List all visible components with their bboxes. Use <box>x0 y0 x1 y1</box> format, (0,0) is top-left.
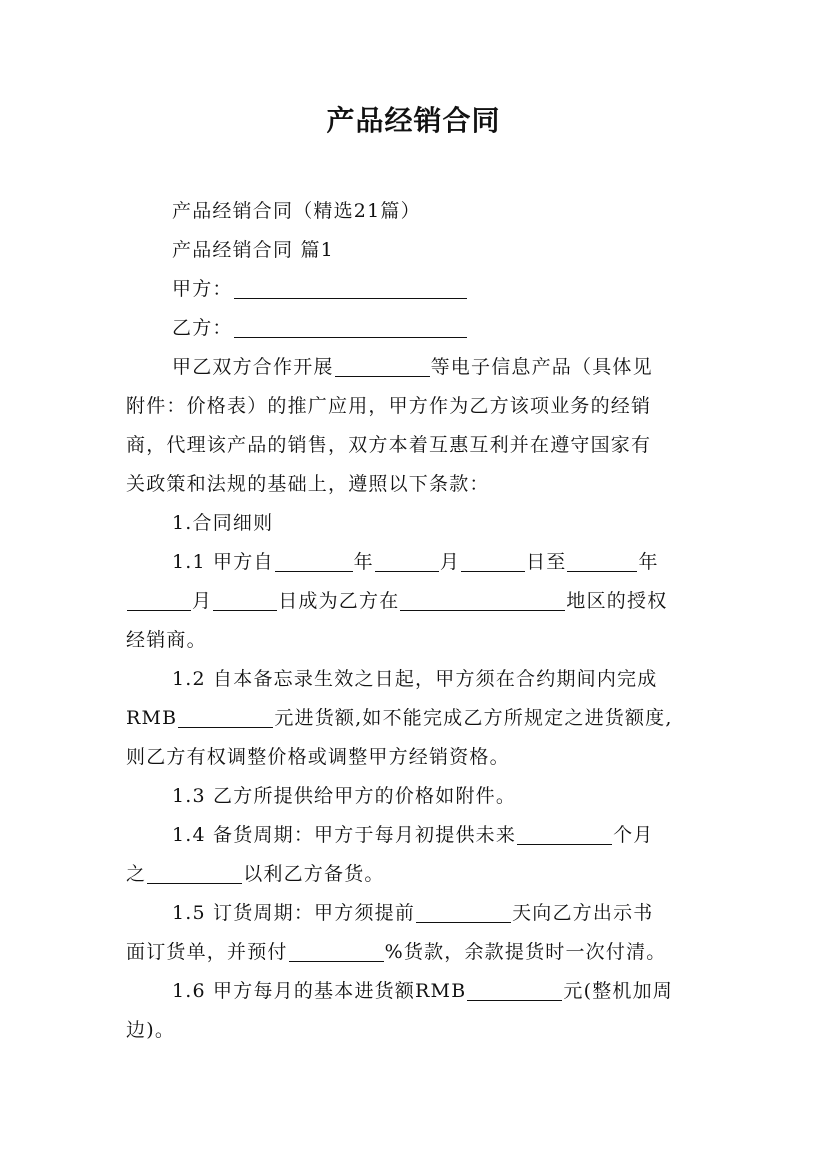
line-text: 1.3 乙方所提供给甲方的价格如附件。 <box>172 785 517 807</box>
paragraph-line <box>172 894 762 932</box>
line-text: 商，代理该产品的销售，双方本着互惠互利并在遵守国家有 <box>126 434 652 456</box>
line-text: 则乙方有权调整价格或调整甲方经销资格。 <box>126 746 510 768</box>
line-text: %货款，余款提货时一次付清。 <box>384 941 667 963</box>
party-a-blank[interactable] <box>234 278 467 299</box>
line-text: 产品经销合同（精选21篇） <box>172 200 421 222</box>
paragraph-line <box>126 387 716 425</box>
party-a-line <box>172 270 762 308</box>
paragraph-line <box>172 543 762 581</box>
line-text: 月 <box>192 590 213 612</box>
fill-blank[interactable] <box>567 551 637 572</box>
line-text: 日至 <box>526 551 567 573</box>
line-text: RMB <box>126 707 178 729</box>
paragraph-line <box>126 699 716 737</box>
paragraph-line <box>126 465 716 503</box>
paragraph-line <box>126 855 716 893</box>
document-title: 产品经销合同 <box>326 104 501 137</box>
paragraph-line <box>172 231 762 269</box>
line-text: 元进货额,如不能完成乙方所规定之进货额度, <box>274 707 673 729</box>
line-text: 经销商。 <box>126 629 207 651</box>
line-text: 产品经销合同 篇1 <box>172 239 334 261</box>
section-heading <box>172 504 762 542</box>
line-text: 附件：价格表）的推广应用，甲方作为乙方该项业务的经销 <box>126 395 652 417</box>
fill-blank[interactable] <box>147 863 242 884</box>
line-text: 关政策和法规的基础上，遵照以下条款： <box>126 473 490 495</box>
fill-blank[interactable] <box>178 707 273 728</box>
paragraph-line <box>172 660 762 698</box>
line-text: 元(整机加周 <box>563 980 674 1002</box>
line-text: 年 <box>638 551 659 573</box>
line-text: 日成为乙方在 <box>278 590 400 612</box>
paragraph-line <box>172 972 762 1010</box>
fill-blank[interactable] <box>400 590 565 611</box>
party-a-label: 甲方： <box>172 278 233 300</box>
line-text: 年 <box>353 551 374 573</box>
line-text: 月 <box>439 551 461 573</box>
line-text: 甲乙双方合作开展 <box>172 356 334 378</box>
line-text: 1.1 甲方自 <box>172 551 274 573</box>
fill-blank[interactable] <box>275 551 353 572</box>
paragraph-line <box>172 816 762 854</box>
line-text: 1.6 甲方每月的基本进货额RMB <box>172 980 467 1002</box>
paragraph-line <box>126 738 716 776</box>
fill-blank[interactable] <box>416 902 511 923</box>
line-text: 1.合同细则 <box>172 512 274 534</box>
line-text: 以利乙方备货。 <box>243 863 385 885</box>
paragraph-line <box>126 426 716 464</box>
line-text: 地区的授权 <box>566 590 668 612</box>
paragraph-line <box>126 1011 716 1049</box>
fill-blank[interactable] <box>213 590 277 611</box>
line-text: 之 <box>126 863 147 885</box>
fill-blank[interactable] <box>517 824 612 845</box>
paragraph-line <box>172 192 762 230</box>
paragraph-line <box>126 621 716 659</box>
line-text: 1.5 订货周期：甲方须提前 <box>172 902 416 924</box>
line-text: 等电子信息产品（具体见 <box>430 356 653 378</box>
fill-blank[interactable] <box>467 980 562 1001</box>
fill-blank[interactable] <box>461 551 525 572</box>
party-b-label: 乙方： <box>172 317 233 339</box>
fill-blank[interactable] <box>375 551 439 572</box>
paragraph-line <box>172 348 762 386</box>
party-b-line <box>172 309 762 347</box>
paragraph-line <box>126 582 716 620</box>
line-text: 1.4 备货周期：甲方于每月初提供未来 <box>172 824 517 846</box>
fill-blank[interactable] <box>289 941 384 962</box>
line-text: 面订货单，并预付 <box>126 941 288 963</box>
line-text: 边)。 <box>126 1019 176 1041</box>
fill-blank[interactable] <box>335 356 430 377</box>
party-b-blank[interactable] <box>234 317 467 338</box>
fill-blank[interactable] <box>127 590 191 611</box>
paragraph-line <box>126 933 716 971</box>
line-text: 1.2 自本备忘录生效之日起，甲方须在合约期间内完成 <box>172 668 658 690</box>
line-text: 天向乙方出示书 <box>512 902 654 924</box>
line-text: 个月 <box>613 824 654 846</box>
paragraph-line <box>172 777 762 815</box>
